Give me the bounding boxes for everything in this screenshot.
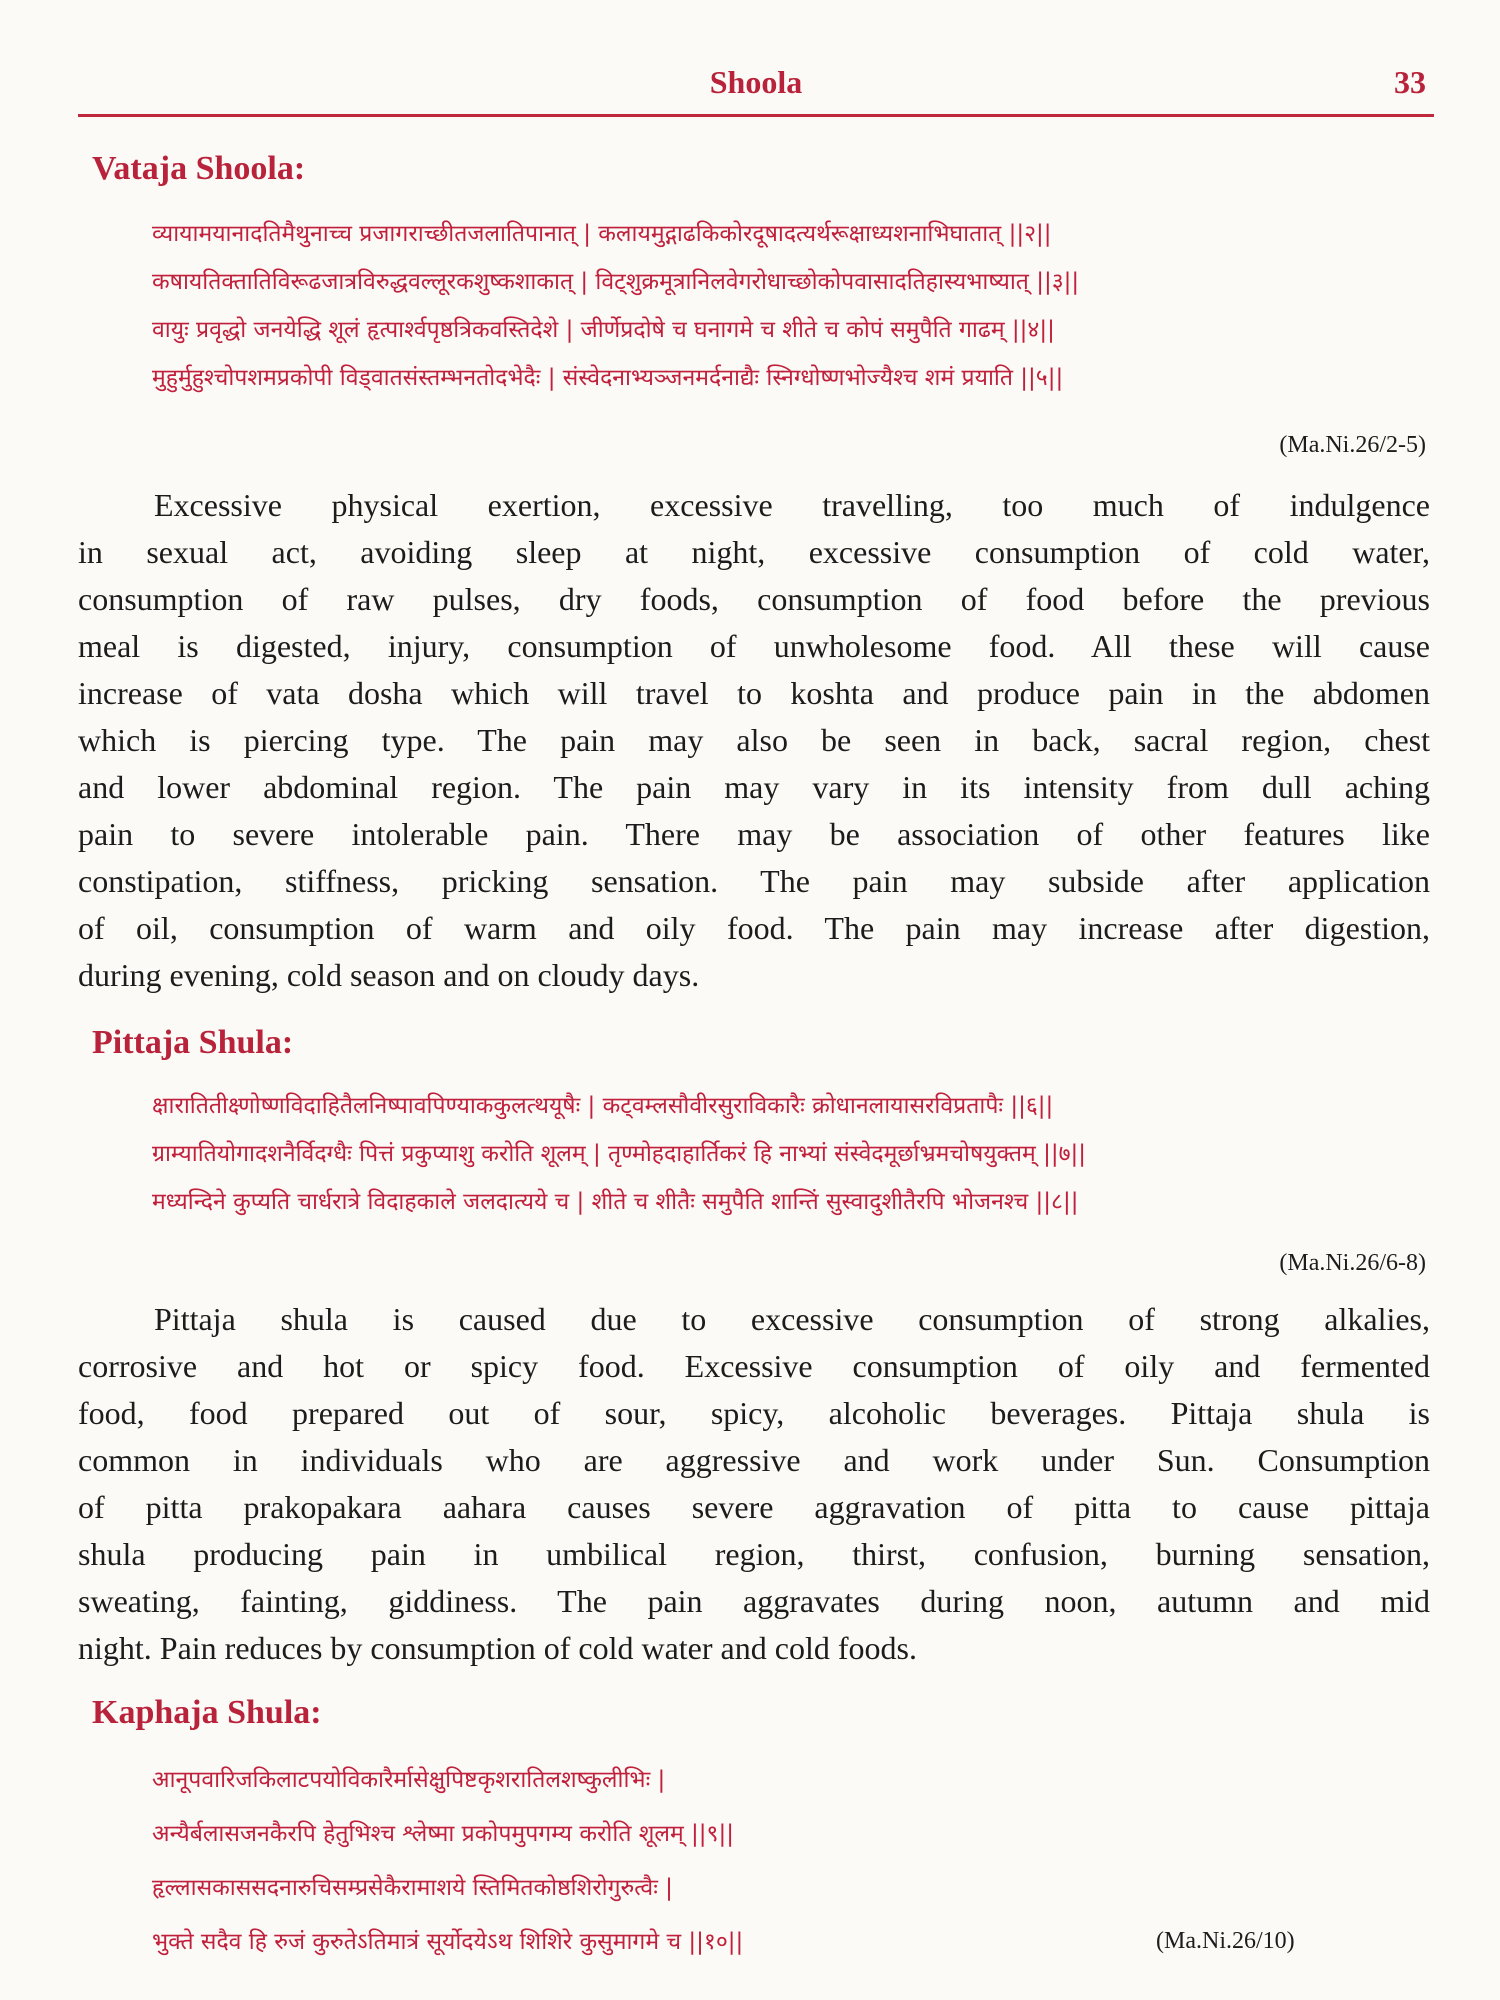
paragraph-line: Pittaja shula is caused due to excessive consumption of strong alkalies,	[154, 1301, 1430, 1337]
verse-line: कषायतिक्तातिविरूढजात्रविरुद्धवल्लूरकशुष्कशाकात् | विट्शुक्रमूत्रानिलवेगरोधाच्छोकोपवासादतिहास्यभाष्यात् ||३||	[152, 269, 1080, 295]
paragraph-line: pain to severe intolerable pain. There may be association of other features like	[78, 816, 1430, 852]
paragraph-line: common in individuals who are aggressive and work under Sun. Consumption	[78, 1442, 1430, 1478]
paragraph-line: during evening, cold season and on cloudy days.	[78, 957, 700, 993]
paragraph-line: of pitta prakopakara aahara causes severe aggravation of pitta to cause pittaja	[78, 1489, 1430, 1525]
citation-reference: (Ma.Ni.26/6-8)	[1279, 1250, 1426, 1276]
verse-line: हृल्लासकाससदनारुचिसम्प्रसेकैरामाशये स्तिमितकोष्ठशिरोगुरुत्वैः |	[152, 1875, 673, 1901]
verse-line: ग्राम्यातियोगादशनैर्विदग्धैः पित्तं प्रकुप्याशु करोति शूलम् | तृण्मोहदाहार्तिकरं हि नाभ्यां संस्वेदमूर्छाभ्रमचोषयुक्तम् ||७||	[152, 1141, 1087, 1167]
paragraph-line: corrosive and hot or spicy food. Excessive consumption of oily and fermented	[78, 1348, 1430, 1384]
paragraph-line: Excessive physical exertion, excessive travelling, too much of indulgence	[154, 487, 1430, 523]
paragraph-line: consumption of raw pulses, dry foods, consumption of food before the previous	[78, 581, 1430, 617]
section-heading-vataja: Vataja Shoola:	[92, 150, 306, 187]
verse-line: मध्यन्दिने कुप्यति चार्धरात्रे विदाहकाले जलदात्यये च | शीते च शीतैः समुपैति शान्तिं सुस्वादुशीतैरपि भोजनश्च ||८||	[152, 1189, 1079, 1215]
verse-line: मुहुर्मुहुश्चोपशमप्रकोपी विड्वातसंस्तम्भनतोदभेदैः | संस्वेदनाभ्यञ्जनमर्दनाद्यैः स्निग्धोष्णभोज्यैश्च शमं प्रयाति ||५||	[152, 365, 1064, 391]
paragraph-line: shula producing pain in umbilical region, thirst, confusion, burning sensation,	[78, 1536, 1430, 1572]
paragraph-line: meal is digested, injury, consumption of unwholesome food. All these will cause	[78, 628, 1430, 664]
verse-line: वायुः प्रवृद्धो जनयेद्धि शूलं हृत्पार्श्वपृष्ठत्रिकवस्तिदेशे | जीर्णेप्रदोषे च घनागमे च शीते च कोपं समुपैति गाढम् ||४||	[152, 317, 1055, 343]
paragraph-pittaja	[78, 1296, 1430, 1672]
paragraph-line: constipation, stiffness, pricking sensation. The pain may subside after application	[78, 863, 1430, 899]
verse-line: भुक्ते सदैव हि रुजं कुरुतेऽतिमात्रं सूर्योदयेऽथ शिशिरे कुसुमागमे च ||१०||	[152, 1929, 744, 1955]
citation-reference: (Ma.Ni.26/10)	[1156, 1928, 1295, 1954]
verse-line: व्यायामयानादतिमैथुनाच्च प्रजागराच्छीतजलातिपानात् | कलायमुद्गाढकिकोरदूषादत्यर्थरूक्षाध्यशनाभिघातात् ||२||	[152, 221, 1052, 247]
verse-line: आनूपवारिजकिलाटपयोविकारैर्मासेक्षुपिष्टकृशरातिलशष्कुलीभिः |	[152, 1767, 666, 1793]
paragraph-line: and lower abdominal region. The pain may vary in its intensity from dull aching	[78, 769, 1430, 805]
paragraph-line: which is piercing type. The pain may also be seen in back, sacral region, chest	[78, 722, 1430, 758]
paragraph-line: increase of vata dosha which will travel to koshta and produce pain in the abdomen	[78, 675, 1430, 711]
section-heading-kaphaja: Kaphaja Shula:	[92, 1694, 322, 1731]
paragraph-line: of oil, consumption of warm and oily food. The pain may increase after digestion,	[78, 910, 1430, 946]
paragraph-line: sweating, fainting, giddiness. The pain aggravates during noon, autumn and mid	[78, 1583, 1430, 1619]
paragraph-vataja	[78, 482, 1430, 999]
paragraph-line: night. Pain reduces by consumption of cold water and cold foods.	[78, 1630, 917, 1666]
citation-reference: (Ma.Ni.26/2-5)	[1279, 432, 1426, 458]
section-heading-pittaja: Pittaja Shula:	[92, 1024, 294, 1061]
paragraph-line: in sexual act, avoiding sleep at night, excessive consumption of cold water,	[78, 534, 1430, 570]
page-number: 33	[1394, 64, 1426, 100]
running-head	[78, 62, 1434, 117]
paragraph-line: food, food prepared out of sour, spicy, alcoholic beverages. Pittaja shula is	[78, 1395, 1430, 1431]
running-title: Shoola	[709, 64, 803, 100]
verse-line: अन्यैर्बलासजनकैरपि हेतुभिश्च श्लेष्मा प्रकोपमुपगम्य करोति शूलम् ||९||	[152, 1821, 734, 1847]
verse-line: क्षारातितीक्ष्णोष्णविदाहितैलनिष्पावपिण्याककुलत्थयूषैः | कट्वम्लसौवीरसुराविकारैः क्रोधानलायासरविप्रतापैः ||६||	[152, 1093, 1054, 1119]
